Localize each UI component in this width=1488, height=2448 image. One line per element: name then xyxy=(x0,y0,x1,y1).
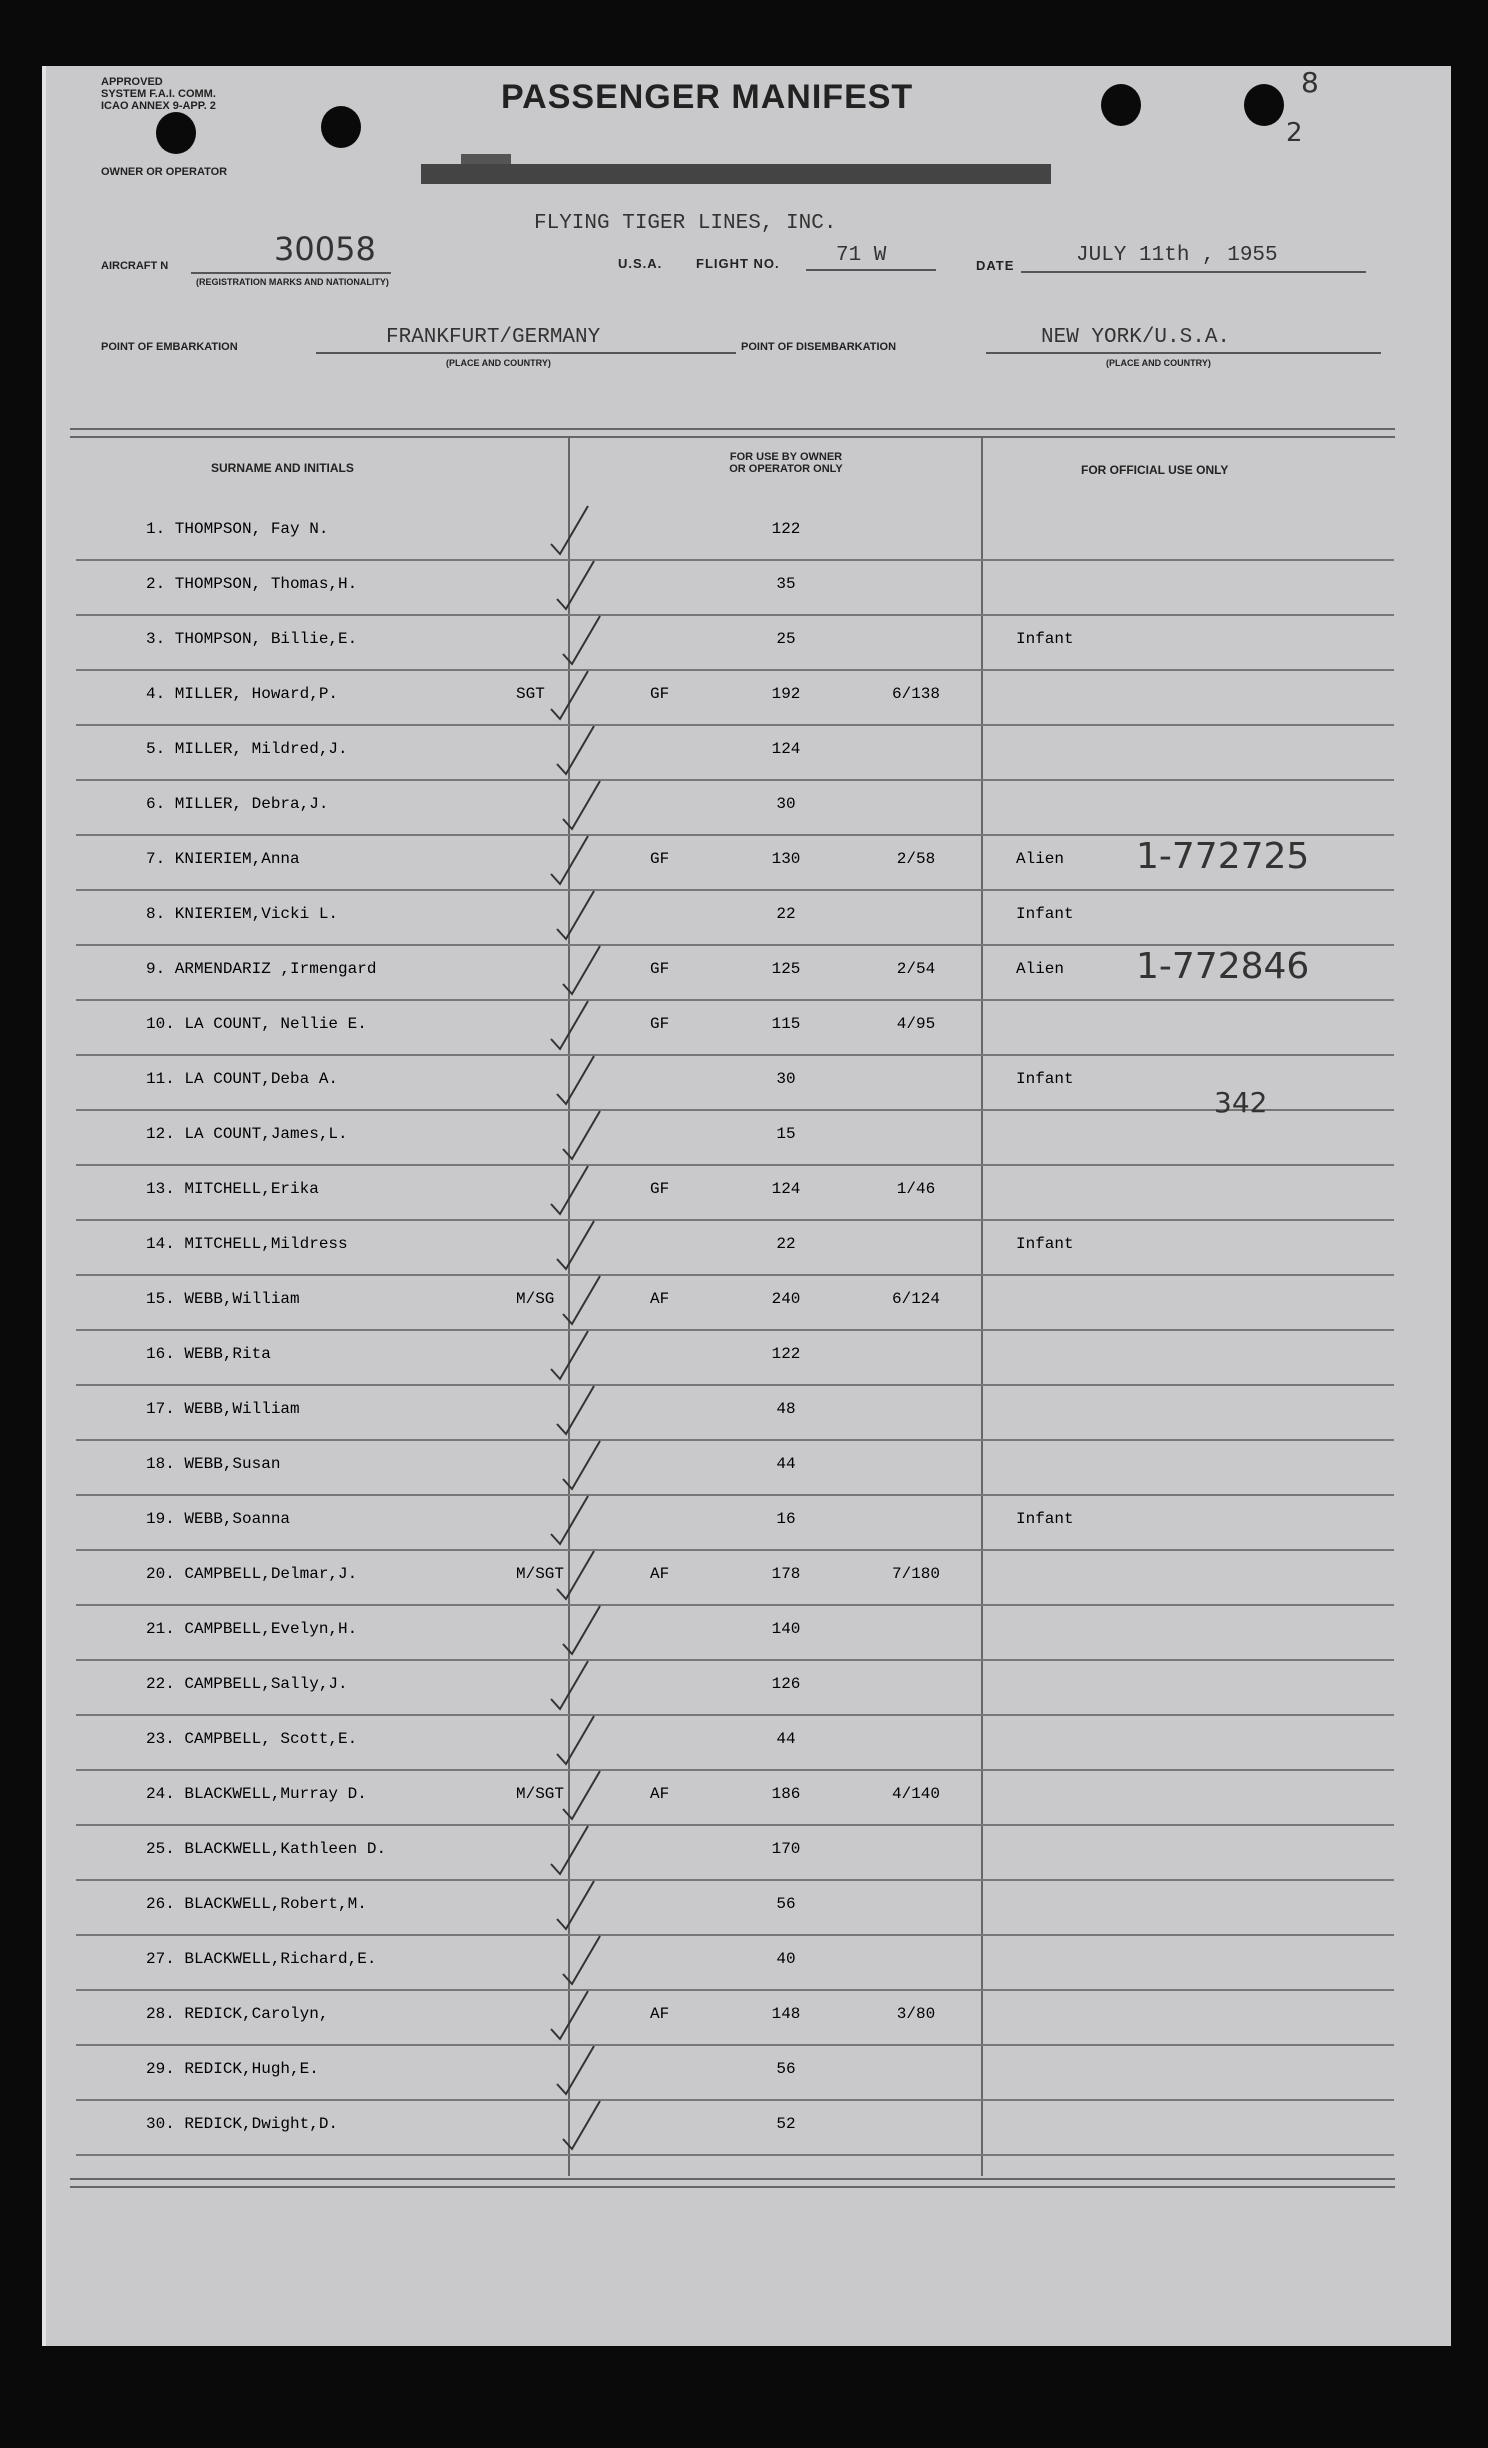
passenger-status: Infant xyxy=(1016,630,1074,648)
table-row xyxy=(76,506,1394,561)
table-row xyxy=(76,1056,1394,1111)
passenger-name: 13. MITCHELL,Erika xyxy=(146,1180,319,1198)
check-mark-icon xyxy=(546,1824,616,1884)
passenger-weight: 22 xyxy=(776,1235,796,1253)
approval-line-2: SYSTEM F.A.I. COMM. xyxy=(101,88,216,100)
passenger-name: 8. KNIERIEM,Vicki L. xyxy=(146,905,339,923)
passenger-service: GF xyxy=(650,850,670,868)
table-row xyxy=(76,1331,1394,1386)
passenger-name: 24. BLACKWELL,Murray D. xyxy=(146,1785,367,1803)
usa-label: U.S.A. xyxy=(618,256,663,271)
redacted-operator-stamp xyxy=(421,150,1051,190)
check-mark-icon xyxy=(546,724,616,784)
flight-label: FLIGHT NO. xyxy=(696,256,780,271)
passenger-weight: 16 xyxy=(776,1510,796,1528)
passenger-weight: 124 xyxy=(771,1180,801,1198)
passenger-weight: 178 xyxy=(771,1565,801,1583)
operator-name: FLYING TIGER LINES, INC. xyxy=(534,212,837,235)
passenger-baggage: 6/138 xyxy=(891,685,940,703)
punch-hole-3 xyxy=(1101,84,1141,126)
aircraft-number: 30058 xyxy=(274,230,376,268)
aircraft-label: AIRCRAFT N xyxy=(101,260,169,272)
check-mark-icon xyxy=(546,1054,616,1114)
passenger-weight: 122 xyxy=(771,520,801,538)
passenger-baggage: 4/140 xyxy=(891,1785,940,1803)
punch-hole-4 xyxy=(1244,84,1284,126)
table-row xyxy=(76,2046,1394,2101)
passenger-weight: 170 xyxy=(771,1840,801,1858)
passenger-name: 18. WEBB,Susan xyxy=(146,1455,281,1473)
table-row xyxy=(76,1111,1394,1166)
passenger-name: 16. WEBB,Rita xyxy=(146,1345,271,1363)
table-row xyxy=(76,1991,1394,2046)
official-number: 1-772846 xyxy=(1136,946,1310,987)
check-mark-icon xyxy=(546,559,616,619)
table-row xyxy=(76,1001,1394,1056)
passenger-name: 9. ARMENDARIZ ,Irmengard xyxy=(146,960,377,978)
passenger-service: GF xyxy=(650,1015,670,1033)
passenger-status: Alien xyxy=(1016,960,1065,978)
check-mark-icon xyxy=(546,779,616,839)
passenger-name: 11. LA COUNT,Deba A. xyxy=(146,1070,339,1088)
table-row xyxy=(76,561,1394,616)
passenger-status: Infant xyxy=(1016,1510,1074,1528)
corner-note-1: 8 xyxy=(1301,66,1319,99)
table-row xyxy=(76,2101,1394,2156)
disembarkation-label: POINT OF DISEMBARKATION xyxy=(741,341,897,353)
embarkation-place: FRANKFURT/GERMANY xyxy=(386,326,601,349)
passenger-status: Infant xyxy=(1016,1235,1074,1253)
passenger-name: 4. MILLER, Howard,P. xyxy=(146,685,339,703)
check-mark-icon xyxy=(546,1604,616,1664)
passenger-name: 12. LA COUNT,James,L. xyxy=(146,1125,348,1143)
passenger-weight: 240 xyxy=(771,1290,801,1308)
table-row xyxy=(76,1661,1394,1716)
passenger-name: 1. THOMPSON, Fay N. xyxy=(146,520,329,538)
passenger-name: 15. WEBB,William xyxy=(146,1290,300,1308)
disembarkation-place: NEW YORK/U.S.A. xyxy=(1041,326,1231,349)
punch-hole-2 xyxy=(321,106,361,148)
passenger-service: GF xyxy=(650,685,670,703)
passenger-name: 7. KNIERIEM,Anna xyxy=(146,850,300,868)
passenger-rank: M/SGT xyxy=(516,1785,565,1803)
approval-line-1: APPROVED xyxy=(101,76,163,88)
manifest-sheet xyxy=(42,66,1451,2346)
passenger-weight: 44 xyxy=(776,1455,796,1473)
check-mark-icon xyxy=(546,1274,616,1334)
check-mark-icon xyxy=(546,1439,616,1499)
passenger-baggage: 3/80 xyxy=(896,2005,936,2023)
passenger-name: 5. MILLER, Mildred,J. xyxy=(146,740,348,758)
table-row xyxy=(76,1441,1394,1496)
passenger-name: 14. MITCHELL,Mildress xyxy=(146,1235,348,1253)
passenger-weight: 126 xyxy=(771,1675,801,1693)
passenger-name: 19. WEBB,Soanna xyxy=(146,1510,291,1528)
table-row xyxy=(76,836,1394,891)
col-owner-header-line-1: FOR USE BY OWNER xyxy=(729,451,843,463)
official-note-342: 342 xyxy=(1214,1086,1268,1119)
page-title: PASSENGER MANIFEST xyxy=(501,78,914,116)
passenger-weight: 44 xyxy=(776,1730,796,1748)
flight-date: JULY 11th , 1955 xyxy=(1076,244,1278,267)
passenger-name: 28. REDICK,Carolyn, xyxy=(146,2005,329,2023)
passenger-status: Alien xyxy=(1016,850,1065,868)
row-rule xyxy=(76,2154,1394,2156)
check-mark-icon xyxy=(546,1934,616,1994)
passenger-weight: 48 xyxy=(776,1400,796,1418)
passenger-weight: 192 xyxy=(771,685,801,703)
table-row xyxy=(76,1881,1394,1936)
check-mark-icon xyxy=(546,2099,616,2159)
table-row xyxy=(76,671,1394,726)
passenger-weight: 186 xyxy=(771,1785,801,1803)
check-mark-icon xyxy=(546,614,616,674)
col-surname-header: SURNAME AND INITIALS xyxy=(211,461,354,475)
check-mark-icon xyxy=(546,504,616,564)
passenger-weight: 15 xyxy=(776,1125,796,1143)
check-mark-icon xyxy=(546,1714,616,1774)
check-mark-icon xyxy=(546,669,616,729)
table-row xyxy=(76,1936,1394,1991)
passenger-name: 17. WEBB,William xyxy=(146,1400,300,1418)
passenger-baggage: 4/95 xyxy=(896,1015,936,1033)
check-mark-icon xyxy=(546,1879,616,1939)
passenger-service: GF xyxy=(650,960,670,978)
table-row xyxy=(76,891,1394,946)
table-top-rule xyxy=(70,428,1395,438)
passenger-weight: 140 xyxy=(771,1620,801,1638)
disembark-place-caption: (PLACE AND COUNTRY) xyxy=(1106,358,1211,368)
passenger-name: 2. THOMPSON, Thomas,H. xyxy=(146,575,358,593)
table-row xyxy=(76,1221,1394,1276)
passenger-weight: 22 xyxy=(776,905,796,923)
table-row xyxy=(76,1276,1394,1331)
check-mark-icon xyxy=(546,1549,616,1609)
passenger-name: 20. CAMPBELL,Delmar,J. xyxy=(146,1565,358,1583)
check-mark-icon xyxy=(546,999,616,1059)
passenger-weight: 52 xyxy=(776,2115,796,2133)
check-mark-icon xyxy=(546,834,616,894)
passenger-weight: 148 xyxy=(771,2005,801,2023)
table-row xyxy=(76,946,1394,1001)
passenger-service: AF xyxy=(650,2005,670,2023)
col-owner-header xyxy=(686,451,886,475)
check-mark-icon xyxy=(546,1384,616,1444)
passenger-name: 30. REDICK,Dwight,D. xyxy=(146,2115,339,2133)
passenger-baggage: 7/180 xyxy=(891,1565,940,1583)
embarkation-label: POINT OF EMBARKATION xyxy=(101,341,238,353)
check-mark-icon xyxy=(546,1494,616,1554)
passenger-name: 29. REDICK,Hugh,E. xyxy=(146,2060,319,2078)
table-bottom-rule xyxy=(70,2178,1395,2188)
check-mark-icon xyxy=(546,944,616,1004)
table-row xyxy=(76,726,1394,781)
registration-caption: (REGISTRATION MARKS AND NATIONALITY) xyxy=(196,277,389,287)
passenger-weight: 125 xyxy=(771,960,801,978)
passenger-name: 26. BLACKWELL,Robert,M. xyxy=(146,1895,367,1913)
passenger-name: 22. CAMPBELL,Sally,J. xyxy=(146,1675,348,1693)
table-row xyxy=(76,1166,1394,1221)
check-mark-icon xyxy=(546,1109,616,1169)
passenger-name: 23. CAMPBELL, Scott,E. xyxy=(146,1730,358,1748)
table-row xyxy=(76,1551,1394,1606)
passenger-rank: M/SGT xyxy=(516,1565,565,1583)
check-mark-icon xyxy=(546,1989,616,2049)
check-mark-icon xyxy=(546,1659,616,1719)
passenger-weight: 56 xyxy=(776,1895,796,1913)
official-number: 1-772725 xyxy=(1136,836,1310,877)
date-label: DATE xyxy=(976,258,1015,273)
approval-stamp xyxy=(101,76,216,112)
passenger-status: Infant xyxy=(1016,905,1074,923)
owner-label: OWNER OR OPERATOR xyxy=(101,166,228,178)
passenger-baggage: 6/124 xyxy=(891,1290,940,1308)
corner-note-2: 2 xyxy=(1286,118,1303,148)
passenger-name: 10. LA COUNT, Nellie E. xyxy=(146,1015,367,1033)
passenger-name: 27. BLACKWELL,Richard,E. xyxy=(146,1950,377,1968)
passenger-name: 21. CAMPBELL,Evelyn,H. xyxy=(146,1620,358,1638)
passenger-name: 3. THOMPSON, Billie,E. xyxy=(146,630,358,648)
passenger-status: Infant xyxy=(1016,1070,1074,1088)
table-row xyxy=(76,1716,1394,1771)
col-official-header: FOR OFFICIAL USE ONLY xyxy=(1081,463,1229,477)
flight-number: 71 W xyxy=(836,244,887,267)
passenger-name: 6. MILLER, Debra,J. xyxy=(146,795,329,813)
table-row xyxy=(76,1771,1394,1826)
passenger-weight: 122 xyxy=(771,1345,801,1363)
table-row xyxy=(76,1386,1394,1441)
passenger-weight: 115 xyxy=(771,1015,801,1033)
passenger-service: AF xyxy=(650,1565,670,1583)
check-mark-icon xyxy=(546,1329,616,1389)
passenger-weight: 30 xyxy=(776,1070,796,1088)
passenger-weight: 30 xyxy=(776,795,796,813)
check-mark-icon xyxy=(546,1219,616,1279)
punch-hole-1 xyxy=(156,112,196,154)
passenger-service: GF xyxy=(650,1180,670,1198)
passenger-weight: 130 xyxy=(771,850,801,868)
table-row xyxy=(76,616,1394,671)
passenger-name: 25. BLACKWELL,Kathleen D. xyxy=(146,1840,387,1858)
embark-place-caption: (PLACE AND COUNTRY) xyxy=(446,358,551,368)
check-mark-icon xyxy=(546,889,616,949)
passenger-rank: M/SG xyxy=(516,1290,555,1308)
table-row xyxy=(76,1606,1394,1661)
col-owner-header-line-2: OR OPERATOR ONLY xyxy=(729,463,843,475)
passenger-baggage: 2/58 xyxy=(896,850,936,868)
check-mark-icon xyxy=(546,1769,616,1829)
table-row xyxy=(76,1826,1394,1881)
approval-line-3: ICAO ANNEX 9-APP. 2 xyxy=(101,100,216,112)
passenger-weight: 35 xyxy=(776,575,796,593)
check-mark-icon xyxy=(546,1164,616,1224)
passenger-weight: 25 xyxy=(776,630,796,648)
passenger-rank: SGT xyxy=(516,685,545,703)
table-row xyxy=(76,781,1394,836)
table-row xyxy=(76,1496,1394,1551)
passenger-baggage: 2/54 xyxy=(896,960,936,978)
passenger-service: AF xyxy=(650,1785,670,1803)
passenger-weight: 56 xyxy=(776,2060,796,2078)
check-mark-icon xyxy=(546,2044,616,2104)
passenger-service: AF xyxy=(650,1290,670,1308)
passenger-weight: 124 xyxy=(771,740,801,758)
passenger-weight: 40 xyxy=(776,1950,796,1968)
passenger-baggage: 1/46 xyxy=(896,1180,936,1198)
